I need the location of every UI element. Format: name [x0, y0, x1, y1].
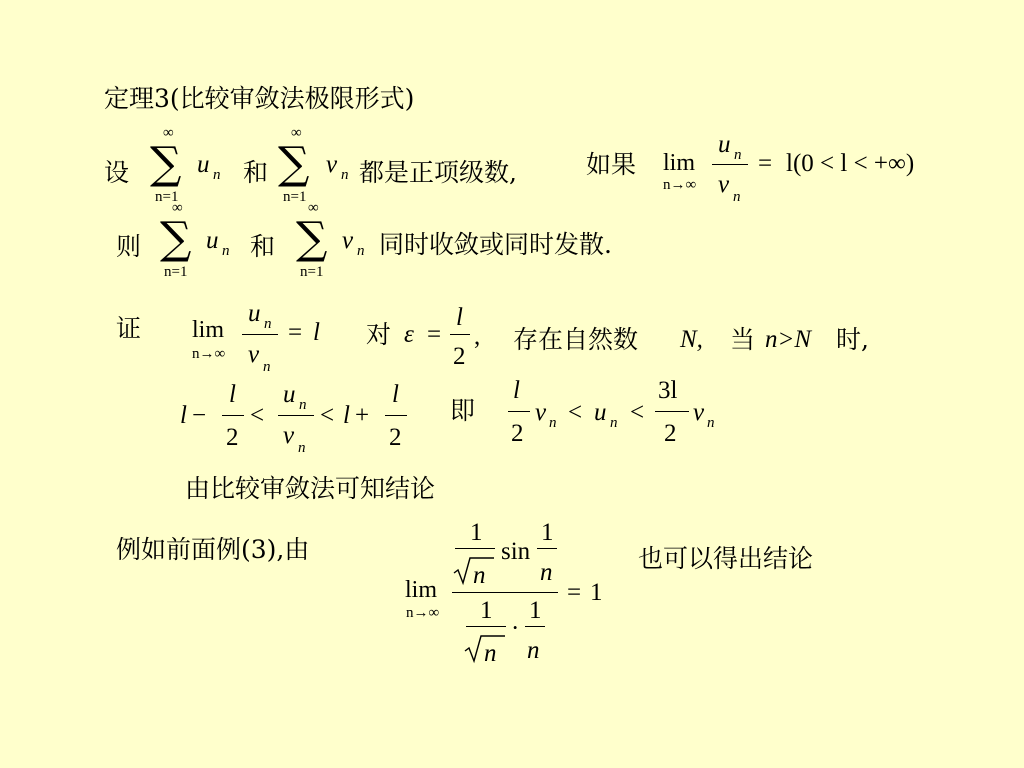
one: 1: [470, 519, 483, 546]
numerator-l: l: [392, 381, 399, 408]
fraction-bar: [385, 415, 407, 416]
lim-subscript: n→∞: [406, 605, 440, 621]
label-cunzai: 存在自然数: [513, 325, 639, 354]
term-v-subscript: n: [549, 415, 557, 431]
label-she: 设: [104, 158, 130, 187]
minus-sign: −: [192, 402, 207, 429]
equals-sign: =: [427, 321, 442, 348]
sum-symbol: ∑: [150, 138, 182, 189]
label-ji: 即: [450, 396, 476, 425]
fraction-bar: [242, 334, 278, 335]
term-v: v: [342, 227, 354, 254]
result-one: 1: [590, 579, 603, 606]
label-he-2: 和: [250, 232, 276, 261]
fraction-bar: [655, 411, 689, 412]
fraction-bar: [450, 334, 470, 335]
label-ruguo: 如果: [586, 150, 637, 179]
numerator-u: u: [283, 381, 296, 408]
fraction-bar: [525, 626, 545, 627]
denominator-2: 2: [664, 420, 677, 447]
numerator-subscript: n: [299, 397, 307, 413]
term-v: v: [535, 399, 547, 426]
numerator-3l: 3l: [658, 377, 678, 404]
sum-lower-limit: n=1: [300, 264, 324, 280]
numerator-subscript: n: [734, 147, 742, 163]
numerator-subscript: n: [264, 316, 272, 332]
label-zheng: 证: [116, 314, 142, 343]
denominator-v: v: [283, 422, 295, 449]
conclusion-line-2: 也可以得出结论: [638, 544, 814, 573]
term-v-subscript: n: [341, 167, 349, 183]
sum-symbol: ∑: [278, 138, 310, 189]
sum-symbol: ∑: [296, 213, 328, 264]
sum-lower-limit: n=1: [155, 189, 179, 205]
epsilon: ε: [404, 321, 414, 348]
natural-number-N: N,: [680, 326, 703, 353]
sum-lower-limit: n=1: [164, 264, 188, 280]
denominator-subscript: n: [298, 440, 306, 456]
sum-symbol: ∑: [160, 213, 192, 264]
term-u: u: [206, 227, 219, 254]
denominator-subscript: n: [733, 189, 741, 205]
equals-sign: =: [758, 150, 773, 177]
lim-subscript: n→∞: [663, 177, 697, 193]
term-u-subscript: n: [213, 167, 221, 183]
term-u: u: [197, 151, 210, 178]
numerator-l: l: [513, 377, 520, 404]
one: 1: [480, 597, 493, 624]
numerator-u: u: [248, 300, 261, 327]
denominator-2: 2: [511, 420, 524, 447]
term-v: v: [326, 151, 338, 178]
less-than: <: [568, 399, 583, 426]
term-u-subscript: n: [610, 415, 618, 431]
sum-lower-limit: n=1: [283, 189, 307, 205]
equals-sign: =: [288, 319, 303, 346]
denominator-2: 2: [389, 424, 402, 451]
label-he-1: 和: [243, 158, 269, 187]
plus-sign: +: [355, 402, 370, 429]
one: 1: [541, 519, 554, 546]
term-u-subscript: n: [222, 243, 230, 259]
fraction-bar: [537, 548, 557, 549]
term-l: l: [343, 402, 350, 429]
radicand-n: n: [484, 640, 497, 667]
label-dui: 对: [366, 320, 392, 349]
label-positive-series: 都是正项级数,: [359, 158, 517, 187]
one: 1: [529, 597, 542, 624]
denominator-2: 2: [453, 343, 466, 370]
label-ze: 则: [116, 232, 142, 261]
denominator-v: v: [248, 341, 260, 368]
fraction-bar: [712, 164, 748, 165]
example-line: 例如前面例(3),由: [116, 535, 310, 564]
sum-upper-limit: ∞: [308, 200, 319, 216]
dot: ·: [511, 615, 520, 642]
lim-text: lim: [663, 150, 696, 176]
label-dang: 当: [730, 325, 756, 354]
fraction-bar: [455, 548, 495, 549]
limit-range: l(0 < l < +∞): [786, 150, 915, 177]
denominator-n: n: [527, 637, 540, 664]
theorem-heading: 定理3(比较审敛法极限形式): [104, 84, 415, 113]
comma: ,: [474, 323, 481, 350]
fraction-bar: [278, 415, 314, 416]
sum-upper-limit: ∞: [163, 125, 174, 141]
term-v: v: [693, 399, 705, 426]
sin-text: sin: [501, 538, 531, 565]
numerator-l: l: [229, 381, 236, 408]
limit-l: l: [313, 319, 320, 346]
lim-subscript: n→∞: [192, 346, 226, 362]
condition-n-gt-N: n>N: [765, 326, 812, 353]
term-u: u: [594, 399, 607, 426]
denominator-v: v: [718, 171, 730, 198]
fraction-bar: [222, 415, 244, 416]
lim-text: lim: [192, 317, 225, 343]
term-l: l: [180, 402, 187, 429]
less-than: <: [630, 399, 645, 426]
label-converge-diverge: 同时收敛或同时发散.: [379, 230, 612, 259]
denominator-subscript: n: [263, 359, 271, 375]
term-v-subscript: n: [357, 243, 365, 259]
numerator-u: u: [718, 131, 731, 158]
fraction-bar: [466, 626, 506, 627]
conclusion-line: 由比较审敛法可知结论: [185, 474, 436, 503]
denominator-n: n: [540, 559, 553, 586]
term-v-subscript: n: [707, 415, 715, 431]
less-than: <: [250, 402, 265, 429]
denominator-2: 2: [226, 424, 239, 451]
less-than: <: [320, 402, 335, 429]
equals-sign: =: [567, 579, 582, 606]
label-shi: 时,: [836, 325, 869, 354]
sum-upper-limit: ∞: [172, 200, 183, 216]
fraction-bar: [508, 411, 530, 412]
sum-upper-limit: ∞: [291, 125, 302, 141]
main-fraction-bar: [452, 592, 558, 593]
lim-text: lim: [405, 577, 438, 603]
numerator-l: l: [456, 304, 463, 331]
radicand-n: n: [473, 562, 486, 589]
